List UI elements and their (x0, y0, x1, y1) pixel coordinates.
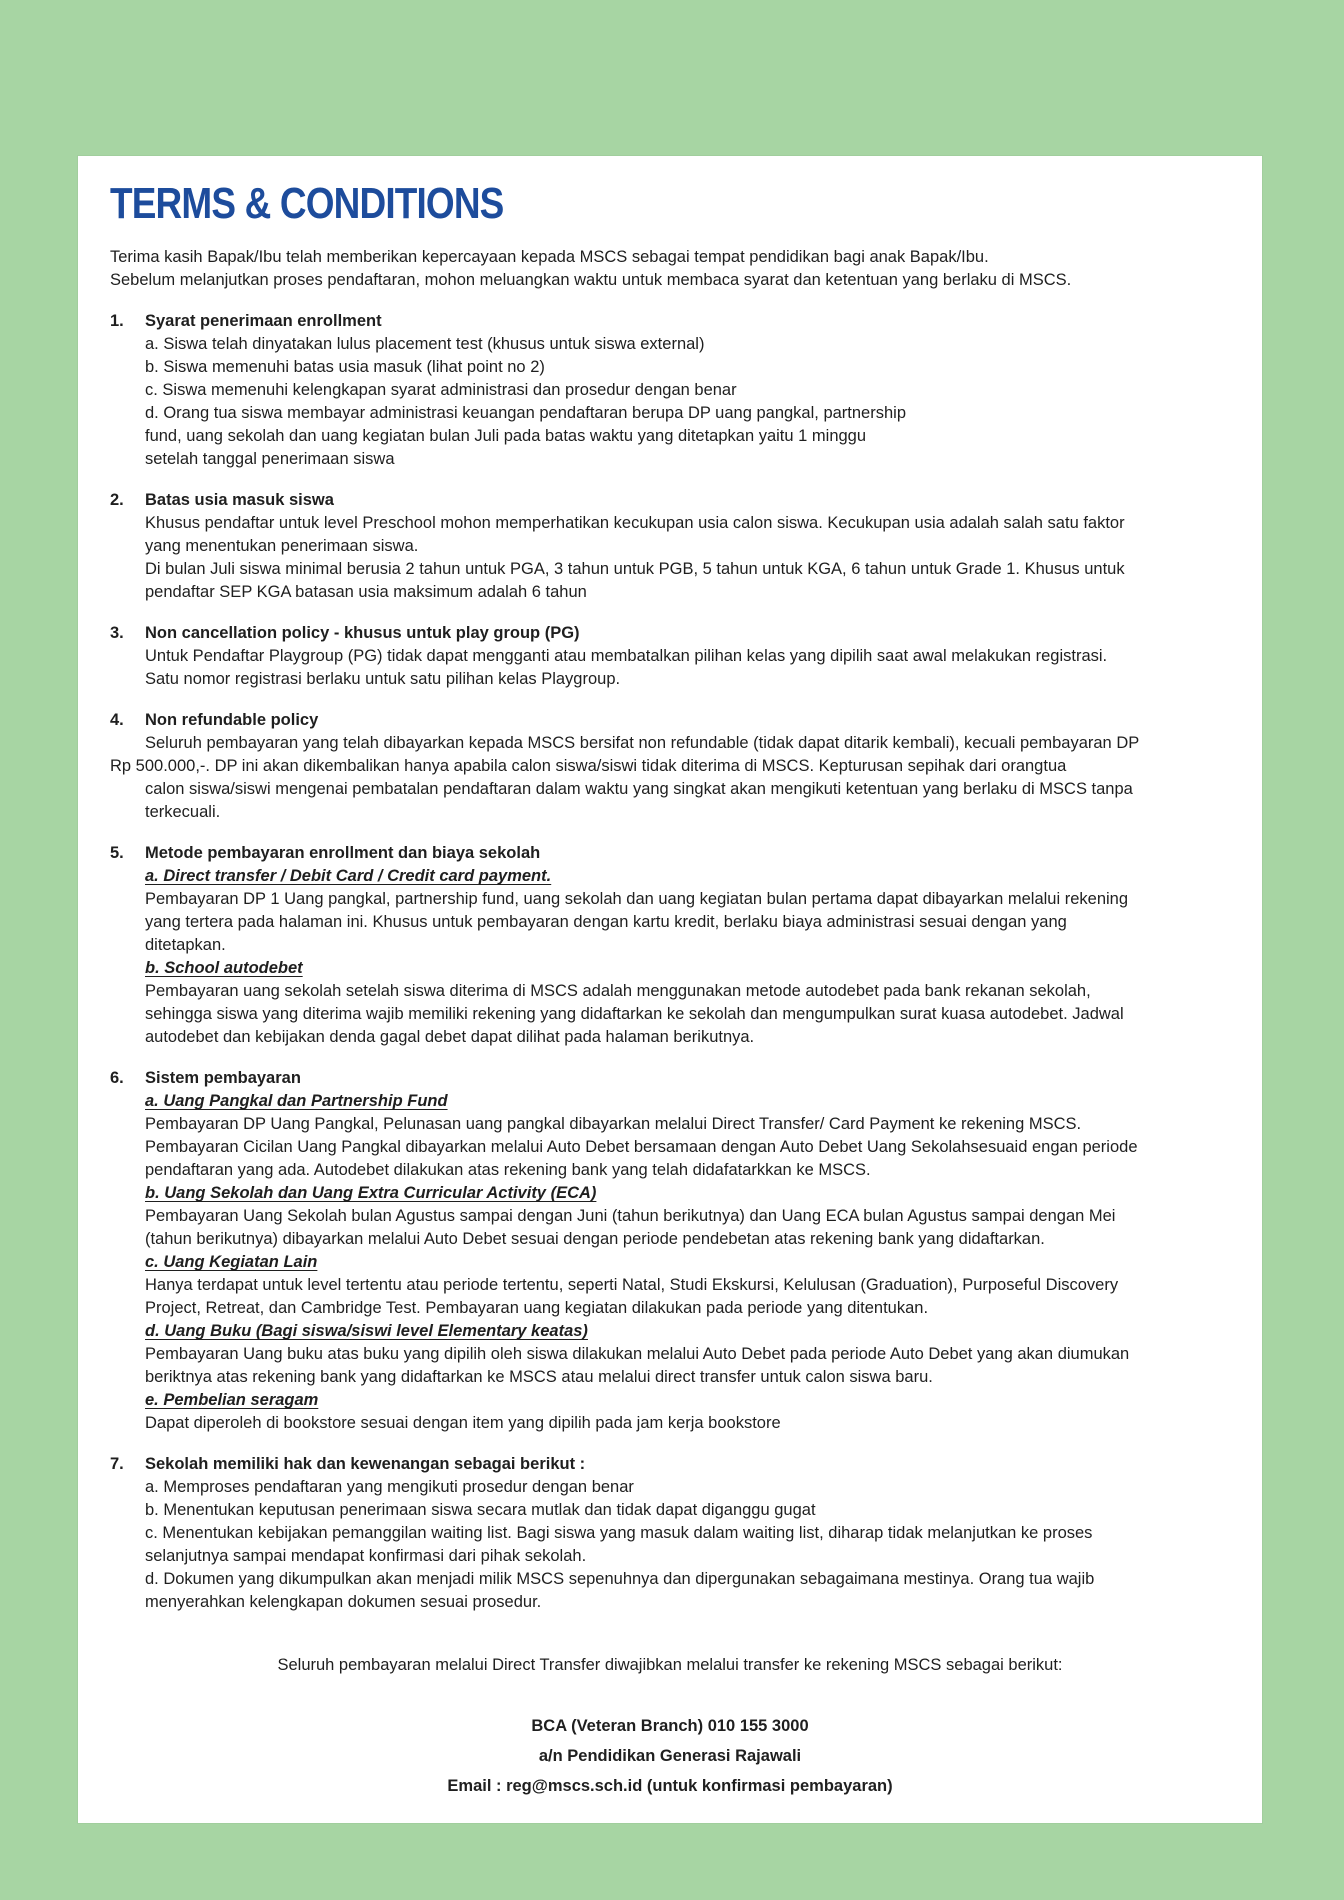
content-line: selanjutnya sampai mendapat konfirmasi dari pihak sekolah. (145, 1547, 587, 1565)
content-line: autodebet dan kebijakan denda gagal debet dapat dilihat pada halaman berikutnya. (145, 1028, 755, 1046)
section (110, 489, 1230, 604)
content-line: calon siswa/siswi mengenai pembatalan pendaftaran dalam waktu yang singkat akan mengikuti ketentuan yang berlaku di MSCS tanpa (145, 780, 1133, 798)
content-line: Satu nomor registrasi berlaku untuk satu pilihan kelas Playgroup. (145, 670, 621, 688)
section-content (110, 709, 1230, 824)
subsection-heading: a. Direct transfer / Debit Card / Credit card payment. (145, 867, 552, 885)
section (110, 622, 1230, 691)
content-line: sehingga siswa yang diterima wajib memiliki rekening yang didaftarkan ke sekolah dan mengumpulkan surat kuasa autodebet. Jadwal (145, 1005, 1124, 1023)
content-line: Untuk Pendaftar Playgroup (PG) tidak dapat mengganti atau membatalkan pilihan kelas yang dipilih saat awal melakukan registrasi. (145, 647, 1108, 665)
content-line: Pembayaran uang sekolah setelah siswa diterima di MSCS adalah menggunakan metode autodebet pada bank rekanan sekolah, (145, 982, 1091, 1000)
content-line: Di bulan Juli siswa minimal berusia 2 tahun untuk PGA, 3 tahun untuk PGB, 5 tahun untuk KGA, 6 tahun untuk Grade 1. Khusus untuk (145, 560, 1125, 578)
section-number: 6. (110, 1069, 124, 1087)
content-line: menyerahkan kelengkapan dokumen sesuai prosedur. (145, 1593, 542, 1611)
intro-line: Terima kasih Bapak/Ibu telah memberikan kepercayaan kepada MSCS sebagai tempat pendidikan bagi anak Bapak/Ibu. (110, 248, 989, 266)
subsection-heading: a. Uang Pangkal dan Partnership Fund (145, 1092, 448, 1110)
section (110, 1453, 1230, 1614)
section (110, 1067, 1230, 1435)
content-line: Khusus pendaftar untuk level Preschool mohon memperhatikan kecukupan usia calon siswa. Kecukupan usia adalah salah satu faktor (145, 514, 1125, 532)
bank-details (110, 1711, 1230, 1801)
section-heading: Non cancellation policy - khusus untuk play group (PG) (145, 624, 580, 642)
section (110, 842, 1230, 1049)
subsection-heading: b. School autodebet (145, 959, 303, 977)
section-heading: Sekolah memiliki hak dan kewenangan sebagai berikut : (145, 1455, 586, 1473)
subsection-heading: b. Uang Sekolah dan Uang Extra Curricular Activity (ECA) (145, 1184, 597, 1202)
intro-line: Sebelum melanjutkan proses pendaftaran, mohon meluangkan waktu untuk membaca syarat dan ketentuan yang berlaku di MSCS. (110, 271, 1072, 289)
bank-line: Email : reg@mscs.sch.id (untuk konfirmasi pembayaran) (447, 1777, 893, 1795)
sections-container (110, 310, 1230, 1614)
content-line: yang tertera pada halaman ini. Khusus untuk pembayaran dengan kartu kredit, berlaku biaya administrasi sesuai dengan yang (145, 913, 1067, 931)
section-number: 1. (110, 312, 124, 330)
terms-page (78, 156, 1262, 1823)
content-line: a. Memproses pendaftaran yang mengikuti prosedur dengan benar (145, 1478, 634, 1496)
content-line: a. Siswa telah dinyatakan lulus placement test (khusus untuk siswa external) (145, 335, 705, 353)
page-title: TERMS & CONDITIONS (110, 179, 504, 228)
subsection-heading: d. Uang Buku (Bagi siswa/siswi level Elementary keatas) (145, 1322, 588, 1340)
content-line: d. Dokumen yang dikumpulkan akan menjadi milik MSCS sepenuhnya dan dipergunakan sebagaimana mestinya. Orang tua wajib (145, 1570, 1095, 1588)
section (110, 310, 1230, 471)
content-line: b. Menentukan keputusan penerimaan siswa secara mutlak dan tidak dapat diganggu gugat (145, 1501, 816, 1519)
section-heading: Non refundable policy (145, 711, 319, 729)
section-content (145, 1453, 1230, 1614)
section-content (145, 489, 1230, 604)
content-line: Pembayaran Uang Sekolah bulan Agustus sampai dengan Juni (tahun berikutnya) dan Uang ECA bulan Agustus sampai dengan Mei (145, 1207, 1116, 1225)
content-line: pendaftar SEP KGA batasan usia maksimum adalah 6 tahun (145, 583, 587, 601)
bank-line: a/n Pendidikan Generasi Rajawali (538, 1747, 802, 1765)
section-heading: Syarat penerimaan enrollment (145, 312, 382, 330)
content-line: Seluruh pembayaran yang telah dibayarkan kepada MSCS bersifat non refundable (tidak dapat ditarik kembali), kecuali pembayaran DP (145, 734, 1140, 752)
subsection-heading: c. Uang Kegiatan Lain (145, 1253, 318, 1271)
content-line: c. Menentukan kebijakan pemanggilan waiting list. Bagi siswa yang masuk dalam waiting list, diharap tidak melanjutkan ke proses (145, 1524, 1093, 1542)
content-line: yang menentukan penerimaan siswa. (145, 537, 419, 555)
content-line: pendaftaran yang ada. Autodebet dilakukan atas rekening bank yang telah didafatarkkan ke MSCS. (145, 1161, 871, 1179)
subsection-heading: e. Pembelian seragam (145, 1391, 319, 1409)
content-line: Pembayaran Uang buku atas buku yang dipilih oleh siswa dilakukan melalui Auto Debet pada periode Auto Debet yang akan diumukan (145, 1345, 1130, 1363)
section-number: 4. (110, 711, 124, 729)
section-heading: Sistem pembayaran (145, 1069, 301, 1087)
content-line: d. Orang tua siswa membayar administrasi keuangan pendaftaran berupa DP uang pangkal, partnership (145, 404, 906, 422)
content-line: terkecuali. (145, 803, 221, 821)
content-line: fund, uang sekolah dan uang kegiatan bulan Juli pada batas waktu yang ditetapkan yaitu 1 minggu (145, 427, 867, 445)
section-number: 7. (110, 1455, 124, 1473)
content-line: ditetapkan. (145, 936, 226, 954)
section-heading: Metode pembayaran enrollment dan biaya sekolah (145, 844, 541, 862)
closing-note: Seluruh pembayaran melalui Direct Transfer diwajibkan melalui transfer ke rekening MSCS sebagai berikut: (277, 1656, 1063, 1674)
bank-line: BCA (Veteran Branch) 010 155 3000 (531, 1717, 809, 1735)
section-content (145, 622, 1230, 691)
content-line: setelah tanggal penerimaan siswa (145, 450, 395, 468)
content-line: (tahun berikutnya) dibayarkan melalui Auto Debet sesuai dengan periode pendebetan atas rekening bank yang didaftarkan. (145, 1230, 1045, 1248)
content-line: beriktnya atas rekening bank yang didaftarkan ke MSCS atau melalui direct transfer untuk calon siswa baru. (145, 1368, 933, 1386)
content-line: Project, Retreat, dan Cambridge Test. Pembayaran uang kegiatan dilakukan pada periode yang ditentukan. (145, 1299, 929, 1317)
section (110, 709, 1230, 824)
content-line: Pembayaran DP 1 Uang pangkal, partnership fund, uang sekolah dan uang kegiatan bulan pertama dapat dibayarkan melalui rekening (145, 890, 1129, 908)
content-line: c. Siswa memenuhi kelengkapan syarat administrasi dan prosedur dengan benar (145, 381, 737, 399)
section-content (145, 842, 1230, 1049)
content-line: Hanya terdapat untuk level tertentu atau periode tertentu, seperti Natal, Studi Ekskursi, Kelulusan (Graduation), Purposeful Discovery (145, 1276, 1119, 1294)
section-heading: Batas usia masuk siswa (145, 491, 334, 509)
section-number: 2. (110, 491, 124, 509)
section-number: 5. (110, 844, 124, 862)
content-line: Rp 500.000,-. DP ini akan dikembalikan hanya apabila calon siswa/siswi tidak diterima di MSCS. Kepturusan sepihak dari orangtua (110, 757, 1067, 775)
content-line: b. Siswa memenuhi batas usia masuk (lihat point no 2) (145, 358, 545, 376)
content-line: Pembayaran Cicilan Uang Pangkal dibayarkan melalui Auto Debet bersamaan dengan Auto Debet Uang Sekolahsesuaid engan periode (145, 1138, 1138, 1156)
content-line: Pembayaran DP Uang Pangkal, Pelunasan uang pangkal dibayarkan melalui Direct Transfer/ Card Payment ke rekening MSCS. (145, 1115, 1082, 1133)
content-line: Dapat diperoleh di bookstore sesuai dengan item yang dipilih pada jam kerja bookstore (145, 1414, 781, 1432)
intro-paragraph (110, 246, 1230, 292)
section-content (145, 310, 1230, 471)
section-content (145, 1067, 1230, 1435)
section-number: 3. (110, 624, 124, 642)
